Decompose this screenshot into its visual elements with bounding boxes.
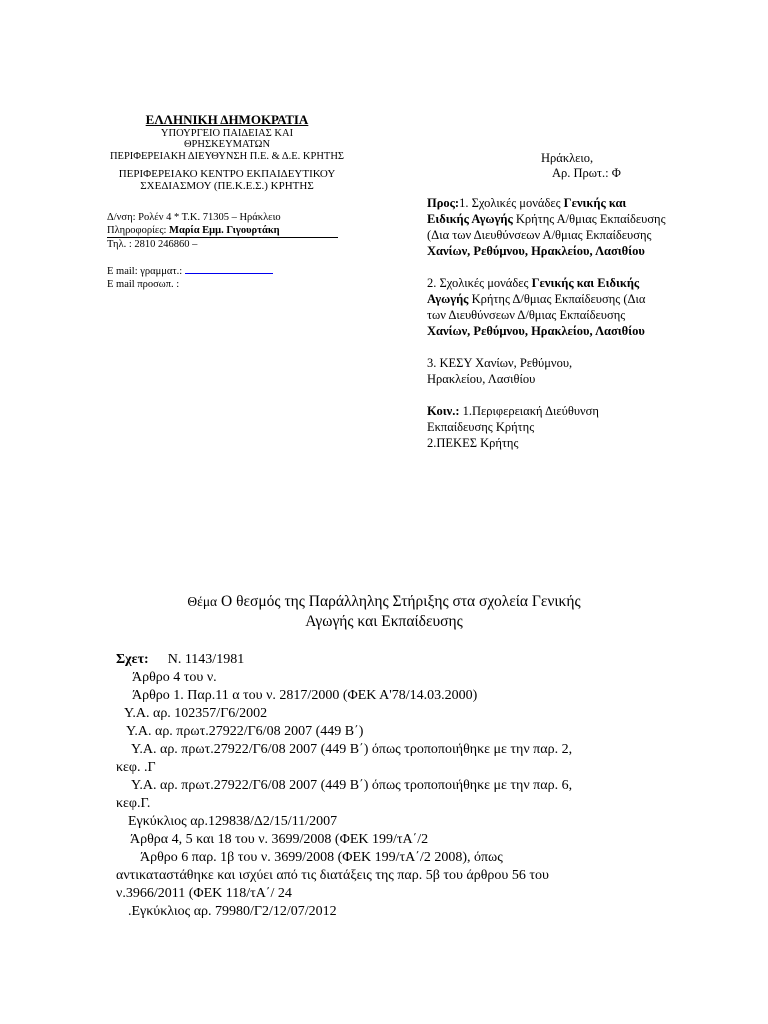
reference-item: .Εγκύκλιος αρ. 79980/Γ2/12/07/2012 — [128, 904, 337, 919]
recipient-1-middle: Κρήτης Α/θμιας Εκπαίδευσης (Δια των Διευθύνσεων Α/θμιας Εκπαίδευσης — [427, 212, 666, 242]
cc-block — [427, 403, 632, 435]
ministry-line-2: ΘΡΗΣΚΕΥΜΑΤΩΝ — [183, 139, 271, 150]
cc-1: 1.Περιφερειακή Διεύθυνση Εκπαίδευσης Κρήτης — [427, 404, 599, 434]
references-block — [116, 651, 656, 921]
recipient-1-areas: Χανίων, Ρεθύμνου, Ηρακλείου, Λασιθίου — [427, 244, 645, 258]
reference-item: αντικαταστάθηκε και ισχύει από τις διατάξεις της παρ. 5β του άρθρου 56 του — [116, 868, 549, 883]
email-link[interactable] — [185, 263, 273, 274]
reference-first — [116, 651, 656, 669]
email-label-1: E mail: γραμματ.: — [107, 266, 185, 277]
address-line: Δ/νση: Ρολέν 4 * Τ.Κ. 71305 – Ηράκλειο — [107, 212, 281, 223]
subject-block — [100, 592, 668, 632]
protocol-line: Αρ. Πρωτ.: Φ — [552, 166, 621, 180]
cc-label: Κοιν.: — [427, 404, 460, 418]
subject-line-2: Αγωγής και Εκπαίδευσης — [305, 613, 463, 630]
reference-item: Υ.Α. αρ. 102357/Γ6/2002 — [124, 706, 268, 721]
recipients-block — [427, 195, 667, 451]
reference-text: N. 1143/1981 — [167, 652, 245, 667]
reference-item: ν.3966/2011 (ΦΕΚ 118/τΑ΄/ 24 — [116, 886, 292, 901]
center-line-1: ΠΕΡΙΦΕΡΕΙΑΚΟ ΚΕΝΤΡΟ ΕΚΠΑΙΔΕΥΤΙΚΟΥ — [118, 168, 336, 180]
recipient-2-areas: Χανίων, Ρεθύμνου, Ηρακλείου, Λασιθίου — [427, 324, 645, 338]
ministry-line-1: ΥΠΟΥΡΓΕΙΟ ΠΑΙΔΕΙΑΣ ΚΑΙ — [160, 127, 294, 139]
subject-text-1: Ο θεσμός της Παράλληλης Στήριξης στα σχολεία Γενικής — [217, 593, 581, 610]
recipient-2 — [427, 275, 667, 339]
recipient-3: 3. ΚΕΣΥ Χανίων, Ρεθύμνου, Ηρακλείου, Λασιθίου — [427, 356, 573, 386]
contact-block — [107, 211, 347, 291]
info-label: Πληροφορίες: — [107, 225, 170, 236]
reference-item: Υ.Α. αρ. πρωτ.27922/Γ6/08 2007 (449 Β΄) — [126, 724, 364, 739]
phone-line: Τηλ. : 2810 246860 – — [107, 239, 198, 250]
reference-item: κεφ. .Γ — [116, 760, 156, 775]
recipient-1-bold: Γενικής και Ειδικής Αγωγής — [427, 196, 627, 226]
recipient-1-text: 1. Σχολικές μονάδες — [459, 196, 564, 210]
reference-item: Άρθρο 6 παρ. 1β του ν. 3699/2008 (ΦΕΚ 199/τΑ΄/2 2008), όπως — [140, 850, 503, 865]
directorate-line: ΠΕΡΙΦΕΡΕΙΑΚΗ ΔΙΕΥΘΥΝΣΗ Π.Ε. & Δ.Ε. ΚΡΗΤΗΣ — [109, 150, 345, 162]
center-line-2: ΣΧΕΔΙΑΣΜΟΥ (ΠΕ.Κ.Ε.Σ.) ΚΡΗΤΗΣ — [140, 179, 314, 192]
letterhead — [105, 114, 349, 192]
subject-label: Θέμα — [187, 594, 218, 609]
subject-line-1 — [100, 592, 668, 612]
reference-item: Υ.Α. αρ. πρωτ.27922/Γ6/08 2007 (449 Β΄) όπως τροποποιήθηκε με την παρ. 6, — [131, 778, 573, 793]
cc-2: 2.ΠΕΚΕΣ Κρήτης — [427, 436, 519, 450]
reference-item: Άρθρο 1. Παρ.11 α του ν. 2817/2000 (ΦΕΚ Α'78/14.03.2000) — [132, 688, 478, 703]
reference-item: Εγκύκλιος αρ.129838/Δ2/15/11/2007 — [128, 814, 338, 829]
recipient-2-middle: Κρήτης Δ/θμιας Εκπαίδευσης (Δια των Διευθύνσεων Δ/θμιας Εκπαίδευσης — [427, 292, 646, 322]
reference-item: Άρθρο 4 του ν. — [132, 670, 217, 685]
recipient-1 — [427, 195, 667, 259]
references-label: Σχετ: — [116, 652, 149, 667]
reference-item: κεφ.Γ. — [116, 796, 151, 811]
recipient-2-text: 2. Σχολικές μονάδες — [427, 276, 532, 290]
info-name: Μαρία Εμμ. Γιγουρτάκη — [169, 225, 280, 236]
info-line — [107, 224, 338, 238]
reference-item: Άρθρα 4, 5 και 18 του ν. 3699/2008 (ΦΕΚ 199/τΑ΄/2 — [130, 832, 429, 847]
email-line-1 — [107, 263, 347, 278]
country-title: ΕΛΛΗΝΙΚΗ ΔΗΜΟΚΡΑΤΙΑ — [145, 112, 309, 127]
to-label: Προς: — [427, 196, 460, 210]
recipient-2-bold: Γενικής και Ειδικής Αγωγής — [427, 276, 640, 306]
city-line: Ηράκλειο, — [541, 151, 594, 165]
reference-item: Υ.Α. αρ. πρωτ.27922/Γ6/08 2007 (449 Β΄) όπως τροποποιήθηκε με την παρ. 2, — [131, 742, 573, 757]
email-line-2: E mail προσωπ. : — [107, 279, 180, 290]
